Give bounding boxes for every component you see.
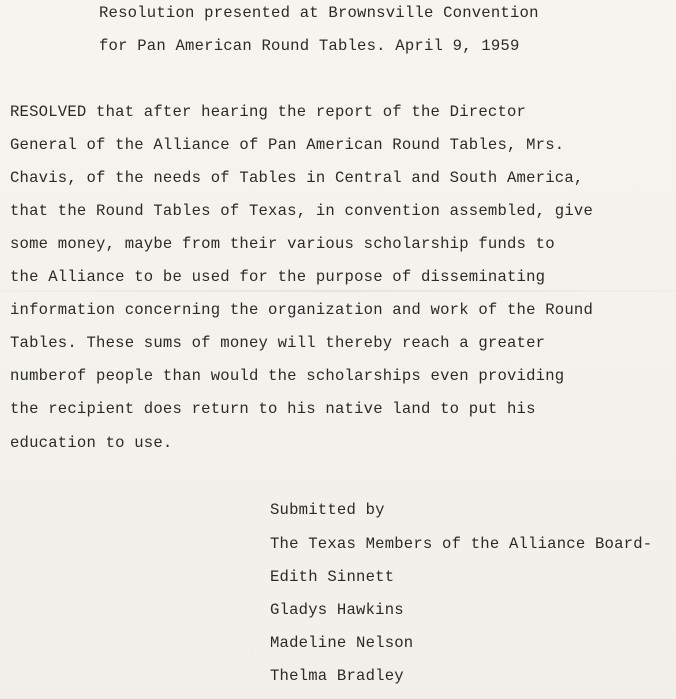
- resolution-text-line: education to use.: [10, 434, 173, 452]
- signatory-name: Gladys Hawkins: [270, 601, 404, 619]
- resolution-text-line: that the Round Tables of Texas, in convention assembled, give: [10, 202, 594, 220]
- resolution-text-line: Tables. These sums of money will thereby reach a greater: [10, 334, 546, 352]
- resolution-text-line: the Alliance to be used for the purpose of disseminating: [10, 268, 546, 286]
- signatory-name: Thelma Bradley: [270, 667, 404, 685]
- resolution-text-line: some money, maybe from their various scholarship funds to: [10, 235, 555, 253]
- document-title-line-1: Resolution presented at Brownsville Convention: [99, 4, 539, 22]
- resolution-text-line: the recipient does return to his native land to put his: [10, 400, 536, 418]
- document-title-line-2: for Pan American Round Tables. April 9, 1959: [99, 37, 520, 55]
- resolution-text-line: General of the Alliance of Pan American Round Tables, Mrs.: [10, 136, 565, 154]
- paper-fold-line: [0, 290, 676, 292]
- submitted-by-label: Submitted by: [270, 501, 385, 519]
- resolution-text-line: information concerning the organization and work of the Round: [10, 301, 594, 319]
- resolution-text-line: RESOLVED that after hearing the report of the Director: [10, 103, 527, 121]
- resolution-text-line: Chavis, of the needs of Tables in Central and South America,: [10, 169, 584, 187]
- signatory-name: Madeline Nelson: [270, 634, 414, 652]
- submitting-group: The Texas Members of the Alliance Board-: [270, 535, 653, 553]
- resolution-text-line: numberof people than would the scholarships even providing: [10, 367, 565, 385]
- signatory-name: Edith Sinnett: [270, 568, 395, 586]
